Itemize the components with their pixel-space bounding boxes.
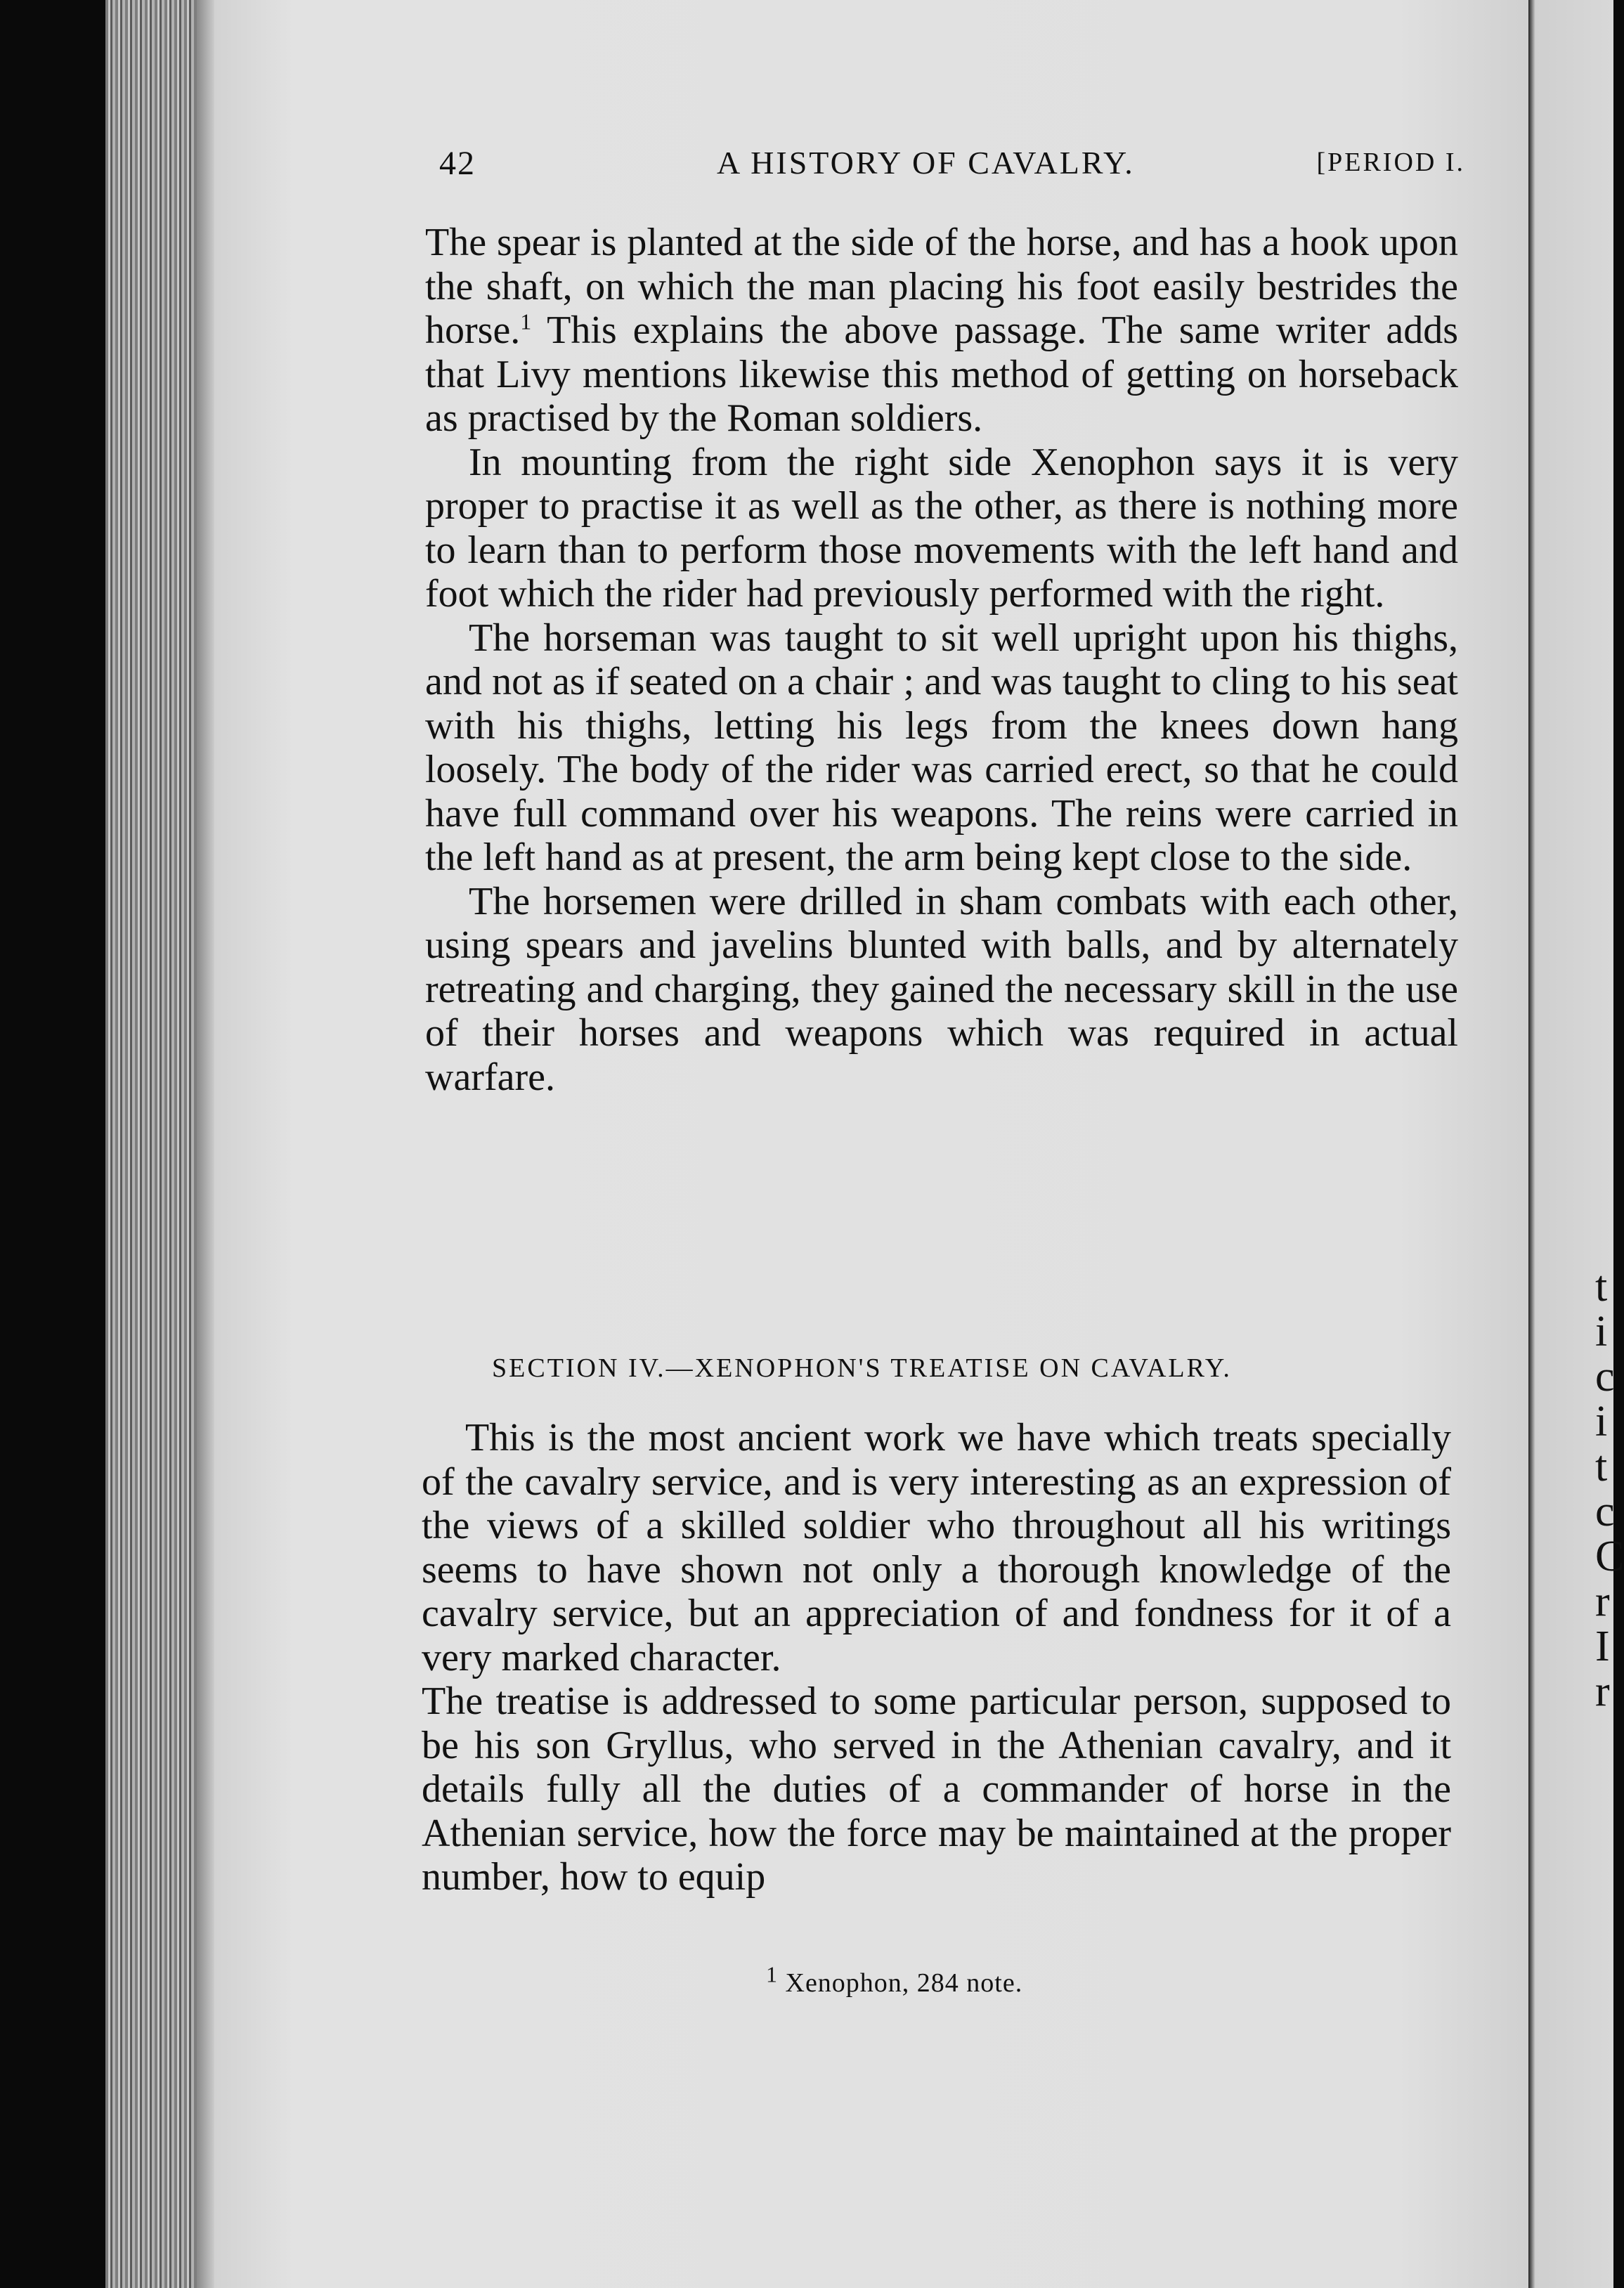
adjacent-letter: r bbox=[1595, 1578, 1610, 1625]
footnote bbox=[766, 1961, 1023, 1998]
paragraph: In mounting from the right side Xenophon says it is very proper to practise it as well as the other, as there is nothing more to learn than to perform those movements with the left hand and foot which the rider had previously performed with the right. bbox=[425, 440, 1458, 616]
running-head bbox=[439, 144, 1465, 193]
period-label: [PERIOD I. bbox=[1316, 148, 1465, 177]
paragraph-text: This explains the above passage. The same writer adds that Livy mentions likewise this method of getting on horseback as practised by the Roman soldiers. bbox=[425, 308, 1458, 440]
section-heading: SECTION IV.—XENOPHON'S TREATISE ON CAVALRY. bbox=[492, 1353, 1232, 1383]
adjacent-letter: c bbox=[1595, 1488, 1615, 1535]
page-number: 42 bbox=[439, 145, 476, 182]
paragraph: The treatise is addressed to some particular person, supposed to be his son Gryllus, who served in the Athenian cavalry, and it details fully all the duties of a commander of horse in the Athenian service, how the force may be maintained at the proper number, how to equip bbox=[422, 1679, 1451, 1899]
adjacent-page-letters bbox=[1595, 1265, 1624, 1715]
paragraph: The horsemen were drilled in sham combats with each other, using spears and javelins blunted with balls, and by alternately retreating and charging, they gained the necessary skill in the use of their horses and weapons which was required in actual warfare. bbox=[425, 879, 1458, 1099]
adjacent-letter: I bbox=[1595, 1623, 1610, 1670]
paragraph-text: The spear is planted at the side of the horse, and has a hook upon the shaft, on which the man placing his foot easily bestrides the horse. bbox=[425, 221, 1458, 352]
adjacent-letter: t bbox=[1595, 1443, 1608, 1490]
paragraph: This is the most ancient work we have which treats specially of the cavalry service, and is very interesting as an expression of the views of a skilled soldier who throughout all his writings seems to have shown not only a thorough knowledge of the cavalry service, but an appreciation of and fondness for it of a very marked character. bbox=[422, 1416, 1451, 1679]
footnote-marker: 1 bbox=[766, 1961, 778, 1987]
adjacent-letter: c bbox=[1595, 1353, 1615, 1400]
paragraph: The horseman was taught to sit well upright upon his thighs, and not as if seated on a chair ; and was taught to cling to his seat with his thighs, letting his legs from the knees down hang loosely. The body of the rider was carried erect, so that he could have full command over his weapons. The reins were carried in the left hand as at present, the arm being kept close to the side. bbox=[425, 616, 1458, 879]
adjacent-letter: i bbox=[1595, 1308, 1608, 1356]
adjacent-letter: C bbox=[1595, 1533, 1624, 1580]
adjacent-page-edge bbox=[1528, 0, 1613, 2288]
adjacent-letter: i bbox=[1595, 1398, 1608, 1445]
footnote-text: Xenophon, 284 note. bbox=[778, 1968, 1023, 1998]
adjacent-letter: r bbox=[1595, 1668, 1610, 1715]
footnote-marker: 1 bbox=[520, 308, 532, 334]
paragraph bbox=[425, 221, 1458, 441]
running-title: A HISTORY OF CAVALRY. bbox=[717, 145, 1135, 181]
page-edges-binding bbox=[105, 0, 204, 2288]
body-text-upper bbox=[425, 221, 1458, 1099]
body-text-lower bbox=[422, 1416, 1451, 1899]
adjacent-letter: t bbox=[1595, 1263, 1608, 1311]
